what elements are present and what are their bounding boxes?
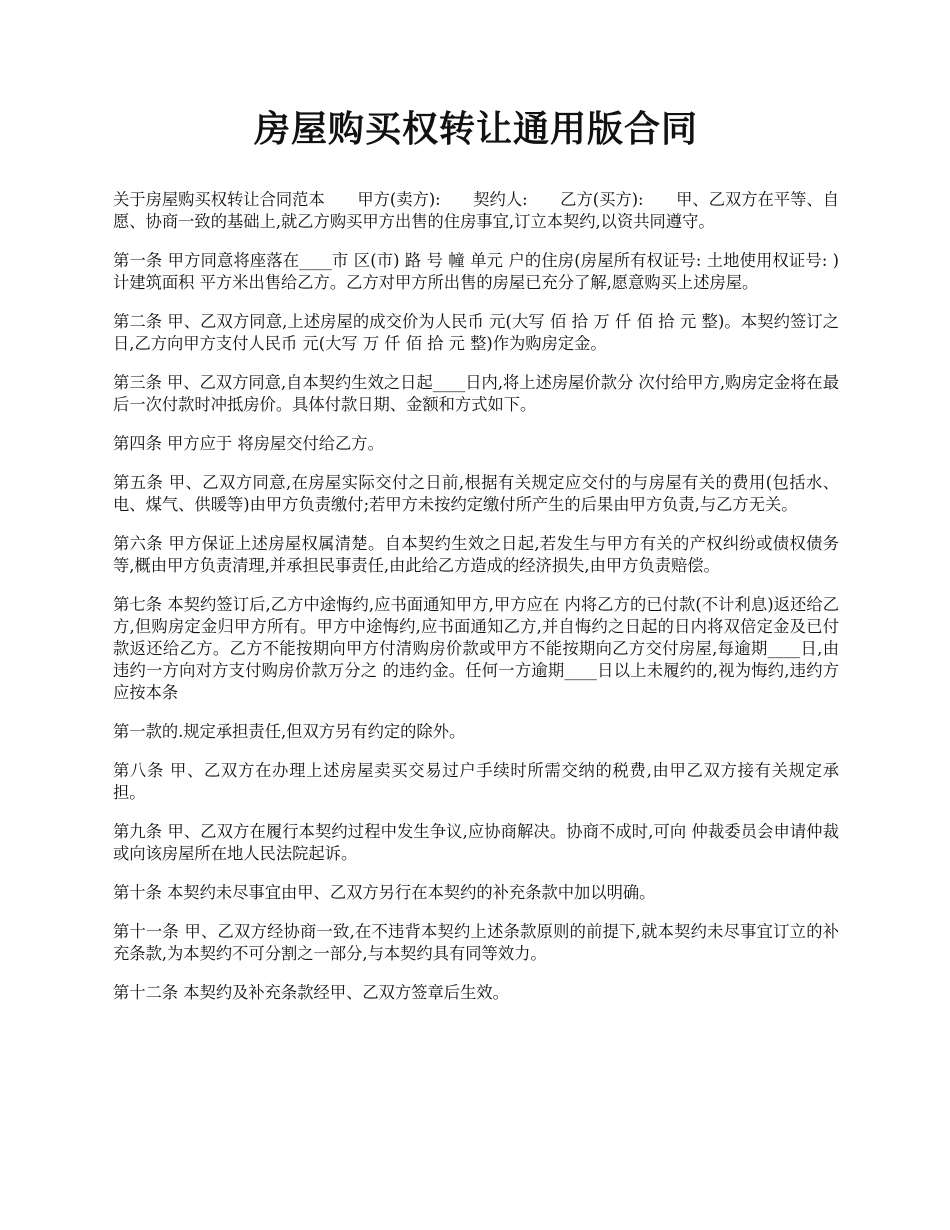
paragraph-article-2: 第二条 甲、乙双方同意,上述房屋的成交价为人民币 元(大写 佰 拾 万 仟 佰 拾 元 整)。本契约签订之日,乙方向甲方支付人民币 元(大写 万 仟 佰 拾 元 整)作为购房定金。	[113, 312, 839, 354]
paragraph-article-7-continued: 第一款的.规定承担责任,但双方另有约定的除外。	[113, 722, 466, 742]
document-page	[113, 108, 839, 1021]
paragraph-article-11: 第十一条 甲、乙双方经协商一致,在不违背本契约上述条款原则的前提下,就本契约未尽事宜订立的补充条款,为本契约不可分割之一部分,与本契约具有同等效力。	[113, 922, 839, 964]
paragraph-article-4: 第四条 甲方应于 将房屋交付给乙方。	[113, 434, 384, 454]
paragraph-article-3: 第三条 甲、乙双方同意,自本契约生效之日起____日内,将上述房屋价款分 次付给甲方,购房定金将在最后一次付款时冲抵房价。具体付款日期、金额和方式如下。	[113, 373, 839, 415]
paragraph-article-1: 第一条 甲方同意将座落在____市 区(市) 路 号 幢 单元 户的住房(房屋所有权证号: 土地使用权证号: )计建筑面积 平方米出售给乙方。乙方对甲方所出售的房屋已充分了解,愿意购买上述房屋。	[113, 251, 839, 293]
paragraph-article-12: 第十二条 本契约及补充条款经甲、乙双方签章后生效。	[113, 983, 509, 1003]
paragraph-article-7: 第七条 本契约签订后,乙方中途悔约,应书面通知甲方,甲方应在 内将乙方的已付款(不计利息)返还给乙方,但购房定金归甲方所有。甲方中途悔约,应书面通知乙方,并自悔约之日起的日内将双倍定金及已付款返还给乙方。乙方不能按期向甲方付清购房价款或甲方不能按期向乙方交付房屋,每逾期____日,由违约一方向对方支付购房价款万分之 的违约金。任何一方逾期____日以上未履约的,视为悔约,违约方应按本条	[113, 595, 839, 703]
document-title: 房屋购买权转让通用版合同	[253, 108, 698, 150]
paragraph-article-5: 第五条 甲、乙双方同意,在房屋实际交付之日前,根据有关规定应交付的与房屋有关的费用(包括水、电、煤气、供暖等)由甲方负责缴付;若甲方未按约定缴付所产生的后果由甲方负责,与乙方无关。	[113, 473, 839, 515]
paragraph-intro: 关于房屋购买权转让合同范本 甲方(卖方): 契约人: 乙方(买方): 甲、乙双方在平等、自愿、协商一致的基础上,就乙方购买甲方出售的住房事宜,订立本契约,以资共同遵守。	[113, 190, 839, 232]
paragraph-article-9: 第九条 甲、乙双方在履行本契约过程中发生争议,应协商解决。协商不成时,可向 仲裁委员会申请仲裁或向该房屋所在地人民法院起诉。	[113, 822, 839, 864]
paragraph-article-10: 第十条 本契约未尽事宜由甲、乙双方另行在本契约的补充条款中加以明确。	[113, 883, 656, 903]
paragraph-article-6: 第六条 甲方保证上述房屋权属清楚。自本契约生效之日起,若发生与甲方有关的产权纠纷或债权债务等,概由甲方负责清理,并承担民事责任,由此给乙方造成的经济损失,由甲方负责赔偿。	[113, 534, 839, 576]
paragraph-article-8: 第八条 甲、乙双方在办理上述房屋卖买交易过户手续时所需交纳的税费,由甲乙双方接有关规定承担。	[113, 761, 839, 803]
